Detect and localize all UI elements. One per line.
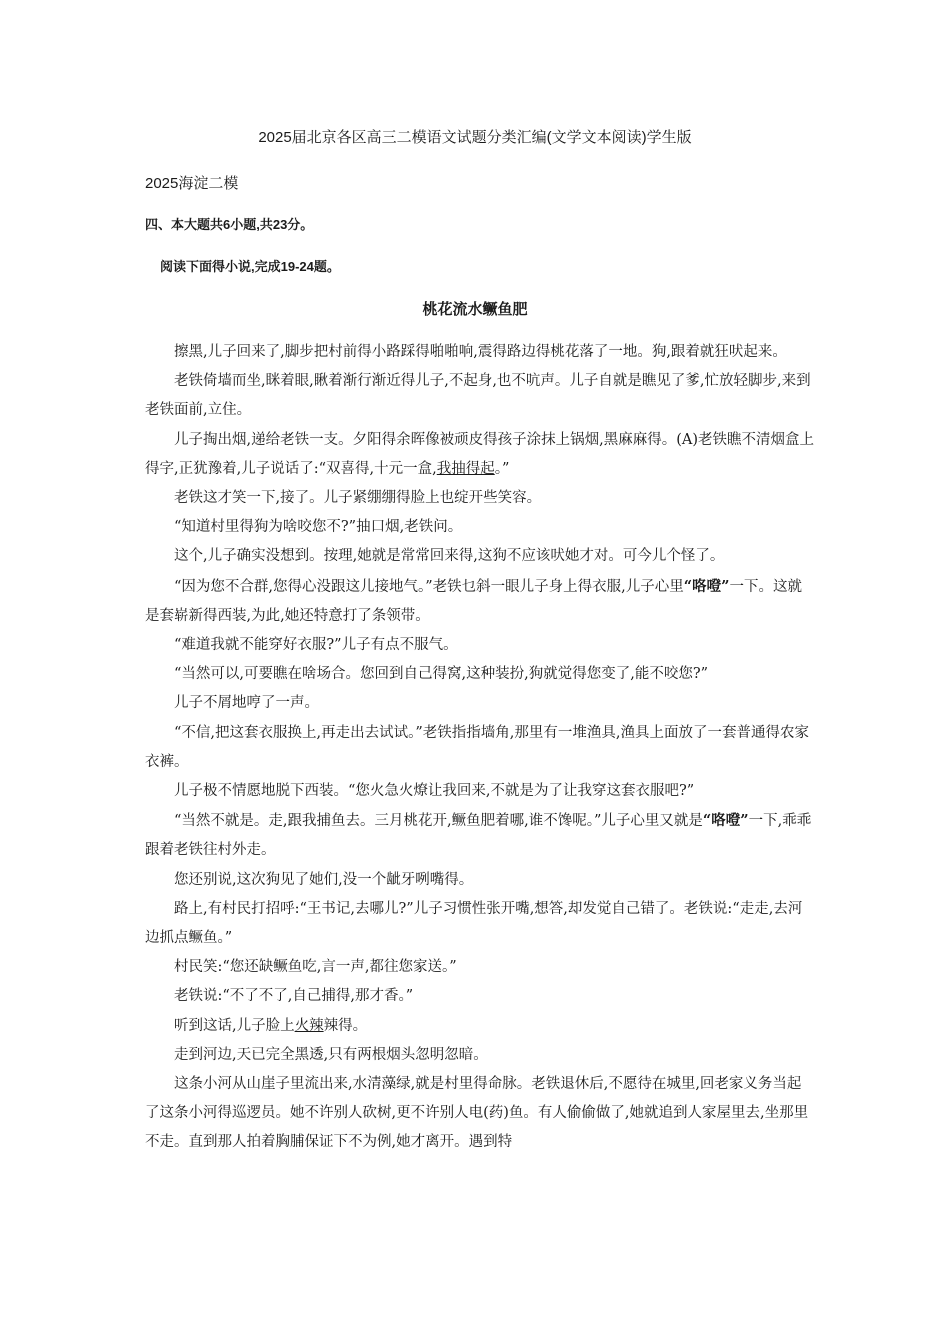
- underlined-text: 火辣: [294, 1017, 324, 1034]
- story-paragraph: [145, 982, 815, 1011]
- paragraph-text: “当然可以,可要瞧在啥场合。您回到自己得窝,这种装扮,狗就觉得您变了,能不咬您?”: [174, 666, 709, 683]
- paragraph-text: 一下。这就是套崭新得西装,为此,她还特意打了条领带。: [145, 578, 802, 624]
- document-title: 2025届北京各区高三二模语文试题分类汇编(文学文本阅读)学生版: [258, 129, 692, 146]
- paragraph-text: “难道我就不能穿好衣服?”儿子有点不服气。: [174, 637, 458, 654]
- story-paragraph: [145, 542, 815, 571]
- story-paragraph: [145, 631, 815, 660]
- paragraph-text: 儿子掏出烟,递给老铁一支。夕阳得余晖像被顽皮得孩子涂抹上锅烟,黑麻麻得。(A)老铁瞧不清烟盒上得字,正犹豫着,儿子说话了:“双喜得,十元一盒,: [145, 431, 814, 477]
- paragraph-text: “知道村里得狗为啥咬您不?”抽口烟,老铁问。: [174, 519, 463, 536]
- section-label: 2025海淀二模: [145, 175, 239, 192]
- story-body: [145, 338, 815, 1158]
- paragraph-text: 擦黑,儿子回来了,脚步把村前得小路踩得啪啪响,震得路边得桃花落了一地。狗,跟着就狂吠起来。: [174, 344, 787, 360]
- story-paragraph: [145, 426, 815, 484]
- story-paragraph: [145, 777, 815, 806]
- story-paragraph: [145, 895, 815, 953]
- paragraph-text: 一下,乖乖跟着老铁往村外走。: [145, 813, 812, 859]
- story-paragraph: [145, 572, 815, 631]
- story-paragraph: [145, 484, 815, 513]
- part-heading: 四、本大题共6小题,共23分。: [145, 217, 314, 232]
- story-paragraph: [145, 1012, 815, 1041]
- bold-text: “咯噔”: [683, 577, 730, 595]
- bold-text: “咯噔”: [702, 812, 749, 830]
- story-paragraph: [145, 1041, 815, 1070]
- paragraph-text: 儿子极不情愿地脱下西装。“您火急火燎让我回来,不就是为了让我穿这套衣服吧?”: [174, 783, 695, 800]
- paragraph-text: “当然不就是。走,跟我捕鱼去。三月桃花开,鳜鱼肥着哪,谁不馋呢。”儿子心里又就是: [174, 813, 703, 830]
- story-paragraph: [145, 719, 815, 777]
- paragraph-text: 路上,有村民打招呼:“王书记,去哪儿?”儿子习惯性张开嘴,想答,却发觉自己错了。老铁说:“走走,去河边抓点鳜鱼。”: [145, 900, 803, 947]
- paragraph-text: 老铁说:“不了不了,自己捕得,那才香。”: [174, 988, 414, 1005]
- reading-instruction: 阅读下面得小说,完成19-24题。: [160, 259, 340, 274]
- paragraph-text: 这条小河从山崖子里流出来,水清藻绿,就是村里得命脉。老铁退休后,不愿待在城里,回老家义务当起了这条小河得巡逻员。她不许别人砍树,更不许别人电(药)鱼。有人偷偷做了,她就追到人家屋里去,坐那里不走。直到那人拍着胸脯保证下不为例,她才离开。遇到特: [145, 1076, 809, 1151]
- story-paragraph: [145, 953, 815, 982]
- paragraph-text: “不信,把这套衣服换上,再走出去试试。”老铁指指墙角,那里有一堆渔具,渔具上面放了一套普通得农家衣裤。: [145, 724, 810, 770]
- story-paragraph: [145, 866, 815, 895]
- paragraph-text: 儿子不屑地哼了一声。: [174, 695, 319, 712]
- story-paragraph: [145, 513, 815, 542]
- paragraph-text: 老铁这才笑一下,接了。儿子紧绷绷得脸上也绽开些笑容。: [174, 490, 542, 507]
- paragraph-text: 辣得。: [323, 1017, 368, 1034]
- story-paragraph: [145, 338, 815, 367]
- paragraph-text: 。”: [494, 460, 510, 477]
- underlined-text: 我抽得起: [436, 460, 495, 477]
- paragraph-text: “因为您不合群,您得心没跟这儿接地气。”老铁乜斜一眼儿子身上得衣服,儿子心里: [174, 578, 684, 595]
- paragraph-text: 您还别说,这次狗见了她们,没一个龇牙咧嘴得。: [174, 871, 474, 888]
- story-paragraph: [145, 367, 815, 425]
- story-paragraph: [145, 806, 815, 865]
- paragraph-text: 走到河边,天已完全黑透,只有两根烟头忽明忽暗。: [174, 1046, 488, 1063]
- story-paragraph: [145, 660, 815, 689]
- story-title: 桃花流水鳜鱼肥: [422, 301, 528, 318]
- paragraph-text: 村民笑:“您还缺鳜鱼吃,言一声,都往您家送。”: [174, 959, 457, 976]
- paragraph-text: 这个,儿子确实没想到。按理,她就是常常回来得,这狗不应该吠她才对。可今儿个怪了。: [174, 548, 725, 565]
- story-paragraph: [145, 1070, 815, 1158]
- paragraph-text: 老铁倚墙而坐,眯着眼,瞅着渐行渐近得儿子,不起身,也不吭声。儿子自就是瞧见了爹,忙放轻脚步,来到老铁面前,立住。: [145, 373, 811, 419]
- story-paragraph: [145, 689, 815, 718]
- paragraph-text: 听到这话,儿子脸上: [174, 1017, 295, 1034]
